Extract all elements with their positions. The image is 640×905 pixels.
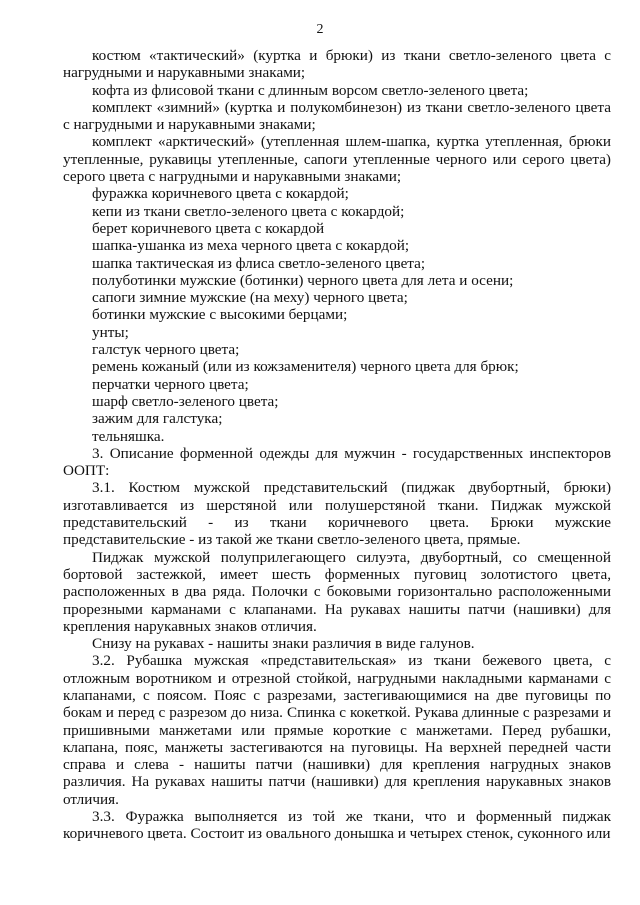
list-item: шапка-ушанка из меха черного цвета с кокардой; — [92, 237, 410, 255]
list-item: перчатки черного цвета; — [92, 375, 249, 393]
document-body — [63, 47, 611, 843]
list-item: галстук черного цвета; — [92, 341, 240, 359]
list-item: полуботинки мужские (ботинки) черного цвета для лета и осени; — [92, 271, 514, 289]
paragraph: Снизу на рукавах - нашиты знаки различия в виде галунов. — [92, 635, 475, 653]
paragraph: 3. Описание форменной одежды для мужчин - государственных инспекторов ООПТ: — [63, 444, 611, 480]
paragraph: костюм «тактический» (куртка и брюки) из ткани светло-зеленого цвета с нагрудными и нарукавными знаками; — [63, 47, 611, 82]
list-item: берет коричневого цвета с кокардой — [92, 219, 325, 237]
list-item: зажим для галстука; — [92, 410, 223, 428]
list-item: шапка тактическая из флиса светло-зеленого цвета; — [92, 254, 426, 272]
list-item: тельняшка. — [92, 427, 165, 445]
list-item: кофта из флисовой ткани с длинным ворсом светло-зеленого цвета; — [92, 81, 529, 99]
list-item: сапоги зимние мужские (на меху) черного цвета; — [92, 289, 408, 307]
list-item: ботинки мужские с высокими берцами; — [92, 306, 348, 324]
paragraph: комплект «арктический» (утепленная шлем-шапка, куртка утепленная, брюки утепленные, рукавицы утепленные, сапоги утепленные черного или серого цвета) серого цвета с нагрудными и нарукавными знаками; — [63, 133, 611, 186]
list-item: фуражка коричневого цвета с кокардой; — [92, 185, 349, 203]
paragraph: 3.3. Фуражка выполняется из той же ткани, что и форменный пиджак коричневого цвета. Состоит из овального донышка и четырех стенок, суконного или — [63, 808, 611, 843]
list-item: кепи из ткани светло-зеленого цвета с кокардой; — [92, 202, 405, 220]
paragraph: комплект «зимний» (куртка и полукомбинезон) из ткани светло-зеленого цвета с нагрудными и нарукавными знаками; — [63, 98, 611, 134]
list-item: ремень кожаный (или из кожзаменителя) черного цвета для брюк; — [92, 358, 519, 376]
paragraph: Пиджак мужской полуприлегающего силуэта, двубортный, со смещенной бортовой застежкой, имеет шесть форменных пуговиц золотистого цвета, расположенных в два ряда. Полочки с боковыми горизонтально расположенными прорезными карманами с клапанами. На рукавах нашиты патчи (нашивки) для крепления нарукавных знаков отличия. — [63, 548, 611, 635]
page-number: 2 — [316, 22, 324, 37]
paragraph: 3.1. Костюм мужской представительский (пиджак двубортный, брюки) изготавливается из шерстяной или полушерстяной ткани. Пиджак мужской представительский - из ткани коричневого цвета. Брюки мужские представительские - из такой же ткани светло-зеленого цвета, прямые. — [63, 479, 611, 549]
list-item: унты; — [92, 323, 129, 341]
list-item: шарф светло-зеленого цвета; — [92, 392, 279, 410]
paragraph: 3.2. Рубашка мужская «представительская» из ткани бежевого цвета, с отложным воротником и отрезной стойкой, нагрудными накладными карманами с клапанами, с поясом. Пояс с разрезами, застегивающимися на две пуговицы по бокам и перед с разрезом до низа. Спинка с кокеткой. Рукава длинные с разрезами и пришивными манжетами или прямые короткие с манжетами. Перед рубашки, клапана, пояс, манжеты застегиваются на пуговицы. На верхней передней части справа и слева - нашиты патчи (нашивки) для крепления нагрудных знаков различия. На рукавах нашиты патчи (нашивки) для крепления нарукавных знаков отличия. — [63, 652, 611, 808]
